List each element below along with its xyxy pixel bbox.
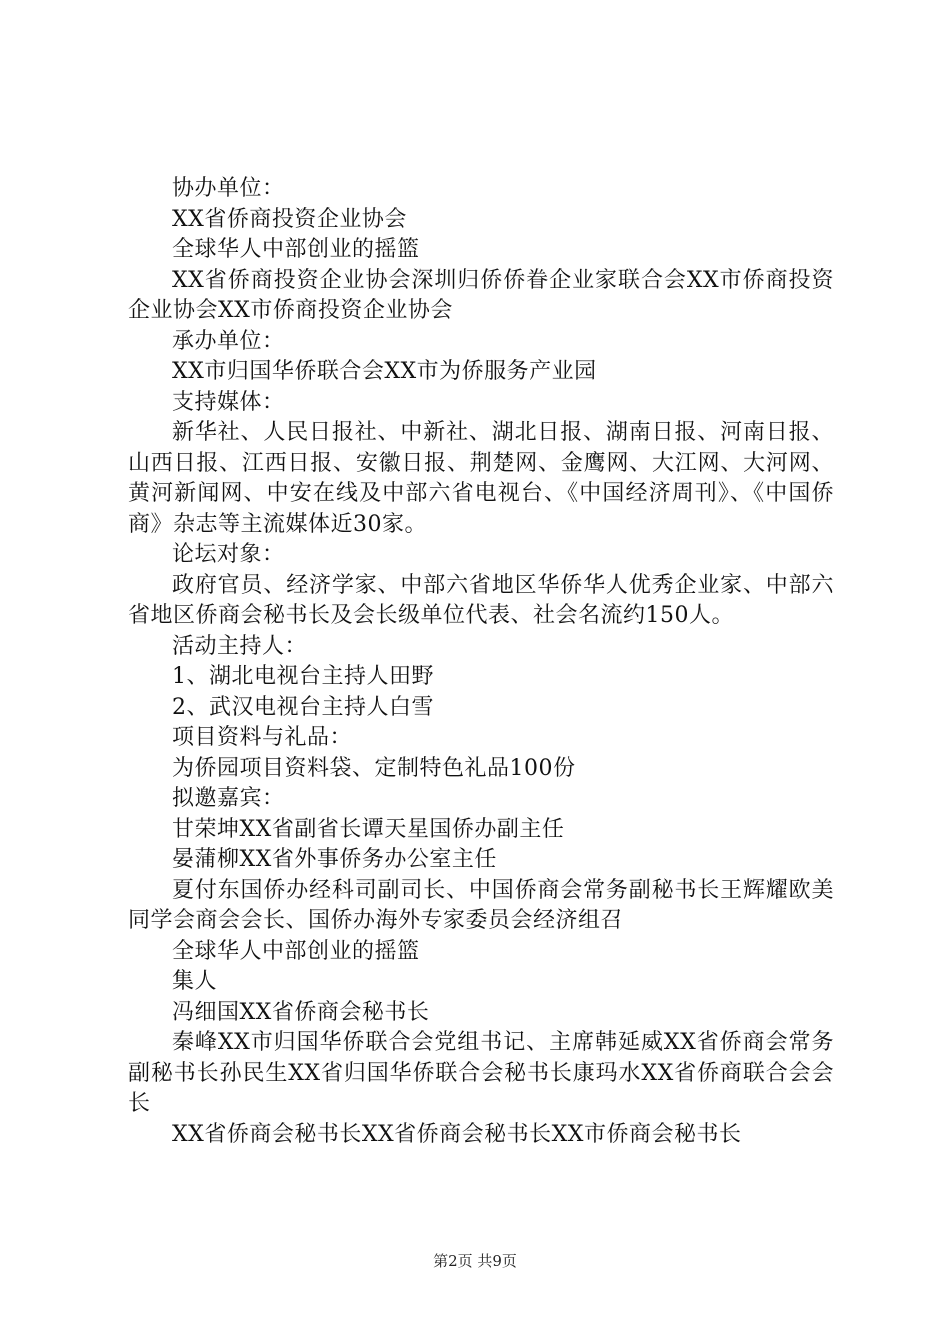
paragraph-20: 全球华人中部创业的摇篮 [172,938,420,964]
paragraph-5: 承办单位： [172,328,285,354]
paragraph-15: 为侨园项目资料袋、定制特色礼品100份 [172,755,576,781]
paragraph-7: 支持媒体： [172,389,285,415]
paragraph-22: 冯细国XX省侨商会秘书长 [172,999,430,1025]
paragraph-9: 论坛对象： [172,542,285,567]
paragraph-23: 秦峰XX市归国华侨联合会党组书记、主席韩延威XX省侨商会常务副秘书长孙民生XX省归国华侨联合会秘书长康玛水XX省侨商联合会会长 [128,1030,834,1116]
paragraph-17: 甘荣坤XX省副省长谭天星国侨办副主任 [172,816,565,842]
paragraph-4: XX省侨商投资企业协会深圳归侨侨眷企业家联合会XX市侨商投资企业协会XX市侨商投资企业协会 [128,267,834,323]
page-number-footer: 第2页 共9页 [433,1252,517,1270]
paragraph-6: XX市归国华侨联合会XX市为侨服务产业园 [172,359,597,384]
paragraph-13: 2、武汉电视台主持人白雪 [172,694,434,720]
paragraph-11: 活动主持人： [172,633,308,659]
paragraph-14: 项目资料与礼品： [172,725,353,750]
paragraph-16: 拟邀嘉宾： [172,786,285,811]
paragraph-19: 夏付东国侨办经科司副司长、中国侨商会常务副秘书长王辉耀欧美同学会商会会长、国侨办海外专家委员会经济组召 [128,877,834,933]
paragraph-1: 协办单位： [172,176,285,201]
body-text [128,174,834,1150]
paragraph-3: 全球华人中部创业的摇篮 [172,237,420,262]
paragraph-21: 集人 [172,969,218,994]
paragraph-10: 政府官员、经济学家、中部六省地区华侨华人优秀企业家、中部六省地区侨商会秘书长及会长级单位代表、社会名流约150人。 [128,572,834,628]
paragraph-18: 晏蒲柳XX省外事侨务办公室主任 [172,847,497,872]
paragraph-2: XX省侨商投资企业协会 [172,206,407,232]
paragraph-12: 1、湖北电视台主持人田野 [172,664,434,689]
paragraph-24: XX省侨商会秘书长XX省侨商会秘书长XX市侨商会秘书长 [172,1121,742,1147]
paragraph-8: 新华社、人民日报社、中新社、湖北日报、湖南日报、河南日报、山西日报、江西日报、安徽日报、荆楚网、金鹰网、大江网、大河网、黄河新闻网、中安在线及中部六省电视台、《中国经济周刊》、《中国侨商》杂志等主流媒体近30家。 [128,420,834,537]
